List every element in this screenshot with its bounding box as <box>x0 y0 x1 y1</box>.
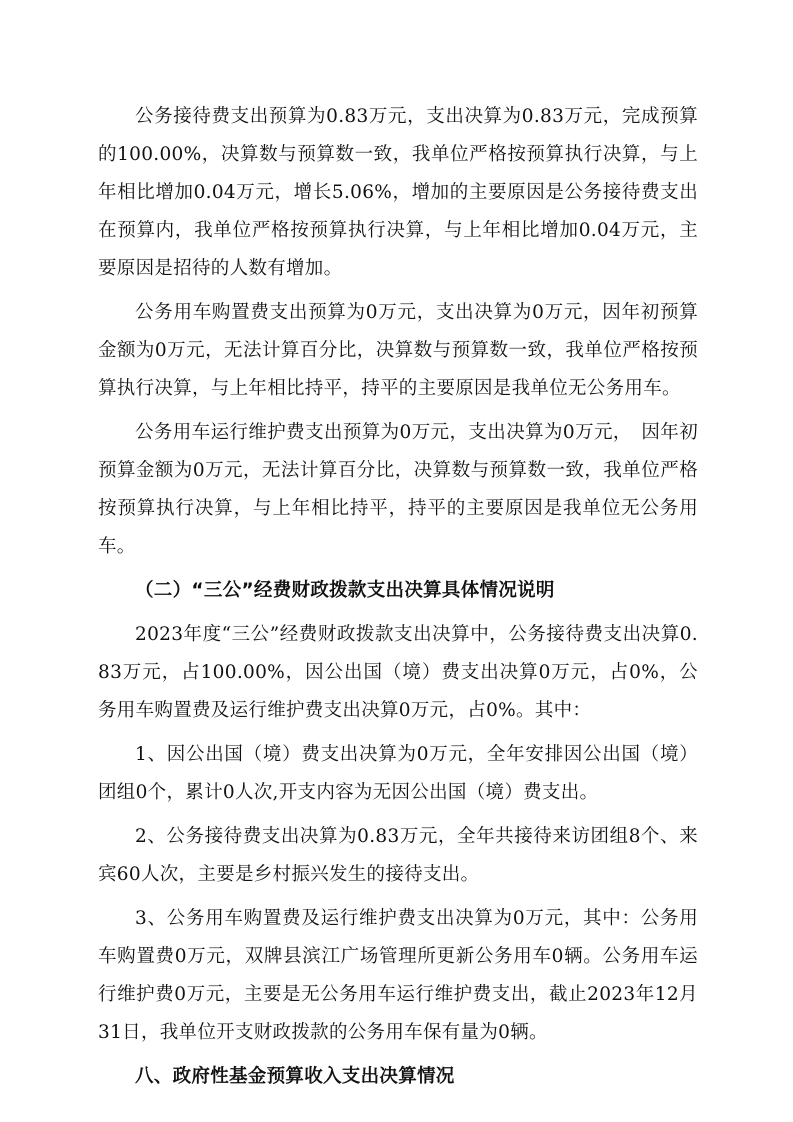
document-body <box>98 98 698 1102</box>
paragraph-hospitality-expense: 公务接待费支出预算为0.83万元，支出决算为0.83万元，完成预算的100.00%，决算数与预算数一致，我单位严格按预算执行决算，与上年相比增加0.04万元，增长5.06%，增加的主要原因是公务接待费支出在预算内，我单位严格按预算执行决算，与上年相比增加0.04万元，主要原因是招待的人数有增加。 <box>98 106 698 279</box>
paragraph-2023-summary: 2023年度“三公”经费财政拨款支出决算中，公务接待费支出决算0.83万元，占100.00%，因公出国（境）费支出决算0万元，占0%，公务用车购置费及运行维护费支出决算0万元，占0%。其中： <box>98 624 698 721</box>
paragraph-vehicle-operation: 公务用车运行维护费支出预算为0万元，支出决算为0万元， 因年初预算金额为0万元，无法计算百分比，决算数与预算数一致，我单位严格按预算执行决算，与上年相比持平，持平的主要原因是我单位无公务用车。 <box>98 422 698 557</box>
paragraph-item-3-vehicles: 3、公务用车购置费及运行维护费支出决算为0万元，其中：公务用车购置费0万元，双牌县滨江广场管理所更新公务用车0辆。公务用车运行维护费0万元，主要是无公务用车运行维护费支出，截止2023年12月31日，我单位开支财政拨款的公务用车保有量为0辆。 <box>98 908 698 1043</box>
paragraph-item-2-hospitality: 2、公务接待费支出决算为0.83万元，全年共接待来访团组8个、来宾60人次，主要是乡村振兴发生的接待支出。 <box>98 826 698 885</box>
section-heading-government-fund: 八、政府性基金预算收入支出决算情况 <box>135 1066 455 1087</box>
section-heading-three-public-expenses: （二）“三公”经费财政拨款支出决算具体情况说明 <box>135 580 555 601</box>
paragraph-item-1-overseas: 1、因公出国（境）费支出决算为0万元，全年安排因公出国（境）团组0个，累计0人次,开支内容为无因公出国（境）费支出。 <box>98 744 698 803</box>
paragraph-vehicle-purchase: 公务用车购置费支出预算为0万元，支出决算为0万元，因年初预算金额为0万元，无法计算百分比，决算数与预算数一致，我单位严格按预算执行决算，与上年相比持平，持平的主要原因是我单位无公务用车。 <box>98 302 698 399</box>
